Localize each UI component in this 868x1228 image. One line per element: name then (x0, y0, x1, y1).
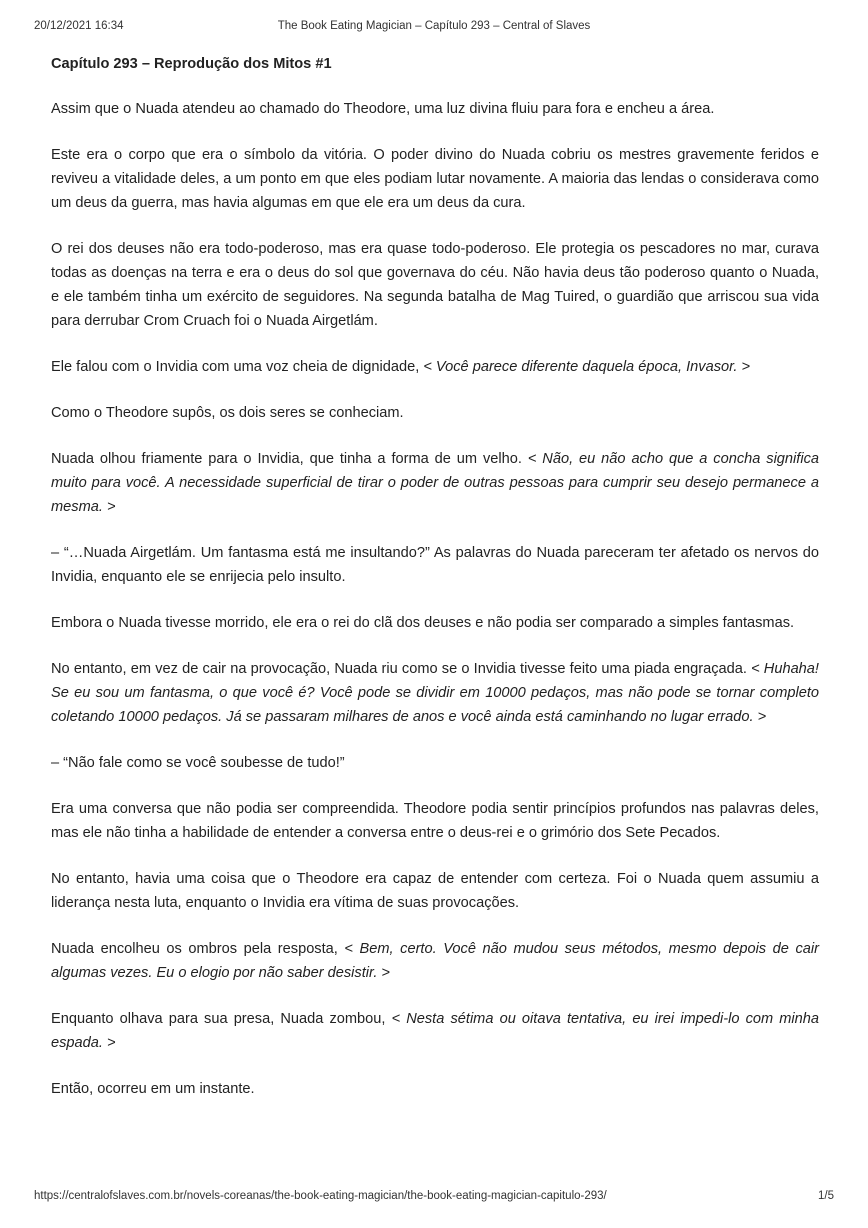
print-doc-title: The Book Eating Magician – Capítulo 293 – Central of Slaves (277, 20, 591, 32)
paragraph (51, 1007, 819, 1055)
print-datetime: 20/12/2021 16:34 (34, 20, 124, 32)
telepathic-speech: < Bem, certo. Você não mudou seus métodos, mesmo depois de cair algumas vezes. Eu o elogio por não saber desistir. > (51, 941, 820, 981)
paragraph-text: Nuada encolheu os ombros pela resposta, (51, 941, 345, 957)
paragraph-text: Embora o Nuada tivesse morrido, ele era o rei do clã dos deuses e não podia ser comparado a simples fantasmas. (51, 615, 795, 631)
paragraph (51, 797, 819, 845)
paragraph (51, 751, 819, 775)
paragraph (51, 447, 819, 519)
paragraph (51, 355, 819, 379)
article-content (51, 52, 819, 1123)
print-footer (34, 1190, 834, 1206)
paragraph-text: No entanto, havia uma coisa que o Theodore era capaz de entender com certeza. Foi o Nuada quem assumiu a liderança nesta luta, enquanto o Invidia era vítima de suas provocações. (51, 871, 819, 911)
print-header (34, 20, 834, 36)
paragraph (51, 143, 819, 215)
paragraph (51, 611, 819, 635)
paragraph (51, 401, 819, 425)
paragraph-text: No entanto, em vez de cair na provocação, Nuada riu como se o Invidia tivesse feito uma piada engraçada. (51, 661, 752, 677)
page-number: 1/5 (818, 1190, 834, 1202)
paragraph (51, 541, 819, 589)
paragraph-text: Então, ocorreu em um instante. (51, 1081, 255, 1097)
paragraph-text: Nuada olhou friamente para o Invidia, que tinha a forma de um velho. (51, 451, 528, 467)
paragraph (51, 1077, 819, 1101)
paragraph (51, 657, 819, 729)
paragraph-text: Como o Theodore supôs, os dois seres se conheciam. (51, 405, 404, 421)
chapter-title: Capítulo 293 – Reprodução dos Mitos #1 (51, 56, 332, 72)
telepathic-speech: < Huhaha! Se eu sou um fantasma, o que você é? Você pode se dividir em 10000 pedaços, mas não pode se tornar completo coletando 10000 pedaços. Já se passaram milhares de anos e você ainda está caminhando no lugar errado. > (51, 661, 819, 725)
paragraph-text: Era uma conversa que não podia ser compreendida. Theodore podia sentir princípios profundos nas palavras deles, mas ele não tinha a habilidade de entender a conversa entre o deus-rei e o grimório dos Sete Pecados. (51, 801, 819, 841)
paragraph-text: Assim que o Nuada atendeu ao chamado do Theodore, uma luz divina fluiu para fora e encheu a área. (51, 101, 715, 117)
paragraph-text: O rei dos deuses não era todo-poderoso, mas era quase todo-poderoso. Ele protegia os pescadores no mar, curava todas as doenças na terra e era o deus do sol que governava do céu. Não havia deus tão poderoso quanto o Nuada, e ele também tinha um exército de seguidores. Na segunda batalha de Mag Tuired, o guardião que arriscou sua vida para derrubar Crom Cruach foi o Nuada Airgetlám. (51, 241, 819, 329)
paragraph-text: Este era o corpo que era o símbolo da vitória. O poder divino do Nuada cobriu os mestres gravemente feridos e reviveu a vitalidade deles, a um ponto em que eles podiam lutar novamente. A maioria das lendas o considerava como um deus da guerra, mas havia algumas em que ele era um deus da cura. (51, 147, 819, 211)
paragraph (51, 97, 819, 121)
paragraph-text: Enquanto olhava para sua presa, Nuada zombou, (51, 1011, 392, 1027)
telepathic-speech: < Nesta sétima ou oitava tentativa, eu irei impedi-lo com minha espada. > (51, 1011, 820, 1051)
paragraph (51, 867, 819, 915)
telepathic-speech: < Você parece diferente daquela época, Invasor. > (423, 359, 751, 375)
paragraph (51, 237, 819, 333)
paragraph-text: – “Não fale como se você soubesse de tudo!” (51, 755, 345, 771)
paragraph (51, 937, 819, 985)
paragraph-text: – “…Nuada Airgetlám. Um fantasma está me insultando?” As palavras do Nuada pareceram ter afetado os nervos do Invidia, enquanto ele se enrijecia pelo insulto. (51, 545, 819, 585)
page-url: https://centralofslaves.com.br/novels-coreanas/the-book-eating-magician/the-book-eating-magician-capitulo-293/ (34, 1190, 607, 1202)
paragraph-text: Ele falou com o Invidia com uma voz cheia de dignidade, (51, 359, 424, 375)
telepathic-speech: < Não, eu não acho que a concha significa muito para você. A necessidade superficial de tirar o poder de outras pessoas para cumprir seu desejo permanece a mesma. > (51, 451, 819, 515)
